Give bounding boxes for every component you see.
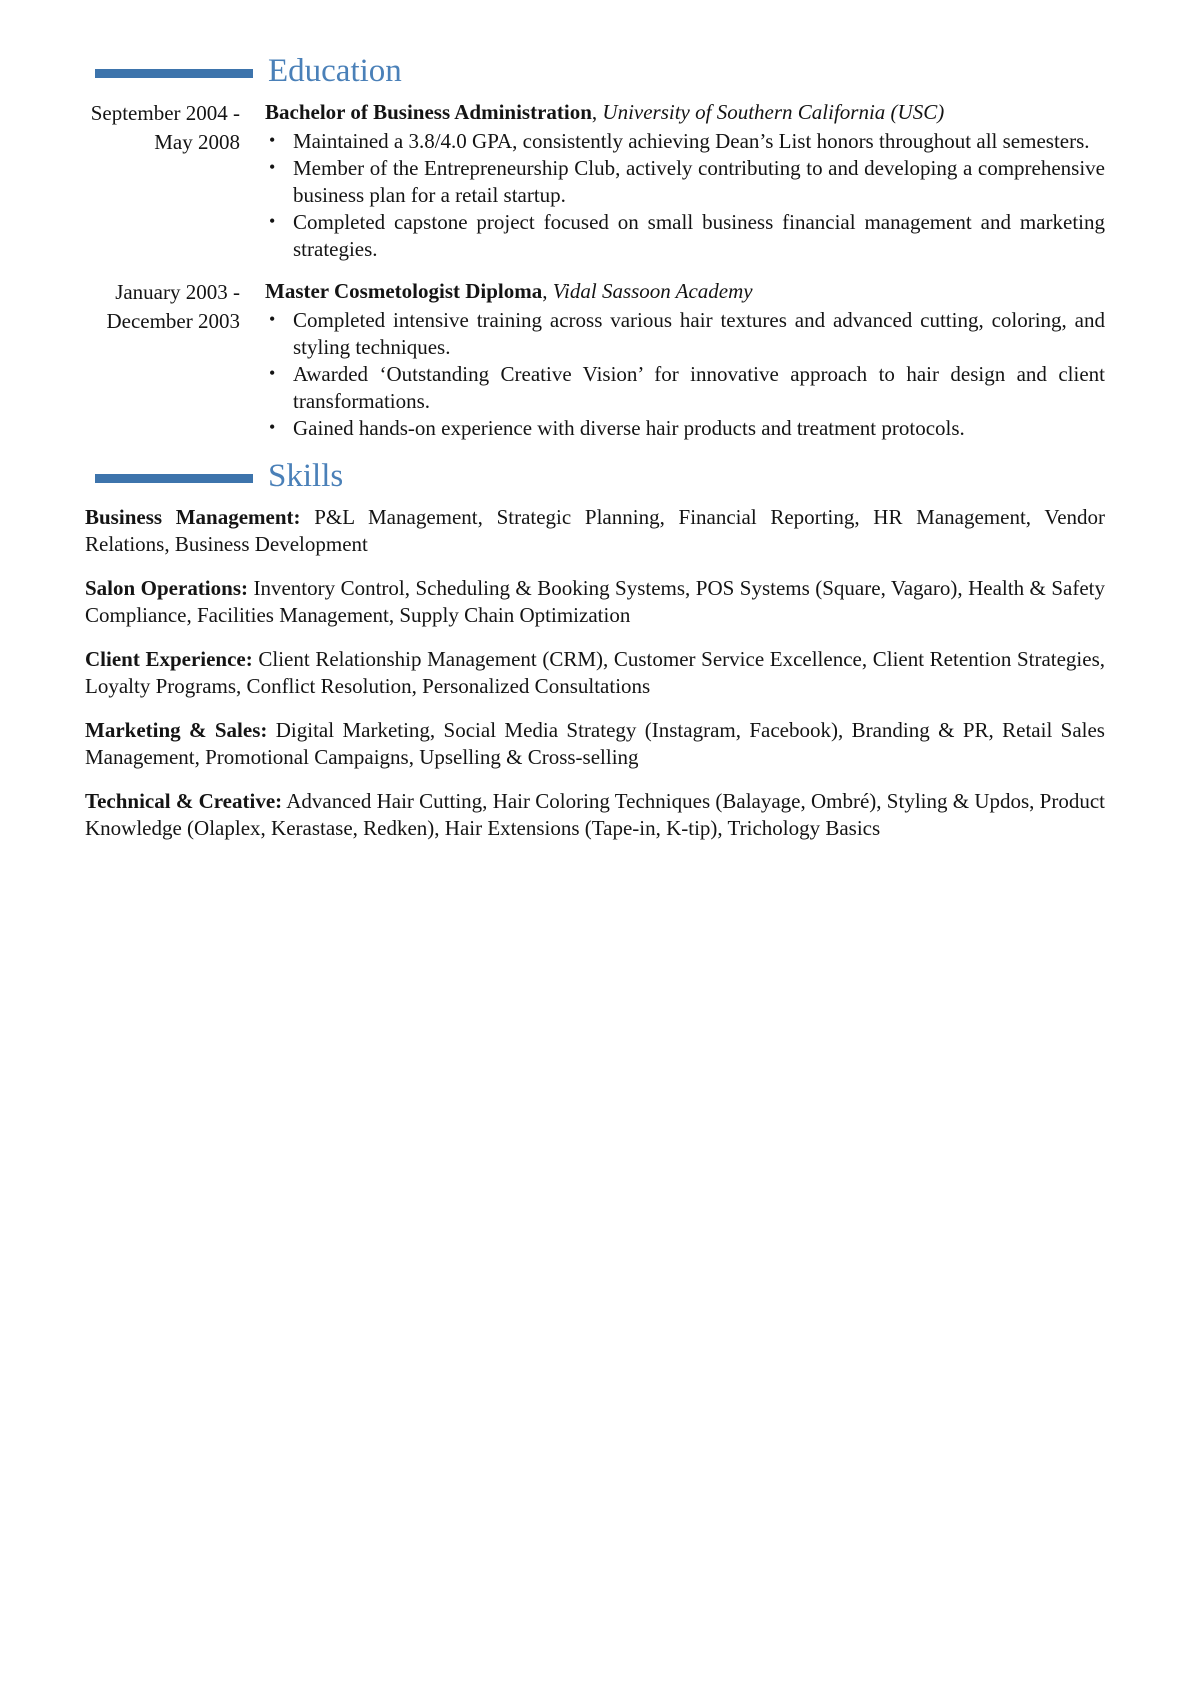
entry-body xyxy=(265,278,1105,442)
education-section-title: Education xyxy=(268,53,402,89)
bullet-icon: • xyxy=(269,309,276,329)
skill-category xyxy=(85,646,1105,700)
bullet-icon: • xyxy=(269,417,276,437)
bullet-text: Awarded ‘Outstanding Creative Vision’ for innovative approach to hair design and client transformations. xyxy=(293,362,1105,413)
bullet-icon: • xyxy=(269,363,276,383)
entry-date: January 2003 - December 2003 xyxy=(106,280,240,333)
skill-category-items: Advanced Hair Cutting, Hair Coloring Techniques (Balayage, Ombré), Styling & Updos, Product Knowledge (Olaplex, Kerastase, Redken), Hair Extensions (Tape-in, K-tip), Trichology Basics xyxy=(85,789,1105,840)
skills-section-title: Skills xyxy=(268,458,344,494)
institution-name: University of Southern California (USC) xyxy=(602,100,945,124)
bullet-text: Maintained a 3.8/4.0 GPA, consistently achieving Dean’s List honors throughout all semesters. xyxy=(293,129,1090,153)
degree-name: Master Cosmetologist Diploma xyxy=(265,279,543,303)
entry-body xyxy=(265,99,1105,263)
skill-category-items: Client Relationship Management (CRM), Customer Service Excellence, Client Retention Strategies, Loyalty Programs, Conflict Resolution, Personalized Consultations xyxy=(85,647,1106,698)
bullet-icon: • xyxy=(269,157,276,177)
skill-category-label: Salon Operations: xyxy=(85,576,248,600)
entry-title xyxy=(265,278,1105,305)
education-section-header xyxy=(85,52,1105,90)
education-section xyxy=(85,52,1105,442)
bullet-text: Member of the Entrepreneurship Club, actively contributing to and developing a comprehensive business plan for a retail startup. xyxy=(293,156,1105,207)
bullet-text: Completed intensive training across various hair textures and advanced cutting, coloring, and styling techniques. xyxy=(293,308,1105,359)
section-rule-bar xyxy=(95,69,253,78)
skills-body xyxy=(85,504,1105,842)
bullet-item xyxy=(265,155,1105,209)
bullet-item xyxy=(265,209,1105,263)
education-entry xyxy=(85,278,1105,442)
entry-date: September 2004 - May 2008 xyxy=(90,101,240,154)
skill-category-label: Technical & Creative: xyxy=(85,789,283,813)
bullet-icon: • xyxy=(269,130,276,150)
bullet-text: Completed capstone project focused on small business financial management and marketing strategies. xyxy=(293,210,1105,261)
bullet-icon: • xyxy=(269,211,276,231)
skill-category-label: Marketing & Sales: xyxy=(85,718,268,742)
bullet-item xyxy=(265,361,1105,415)
bullet-text: Gained hands-on experience with diverse hair products and treatment protocols. xyxy=(293,416,965,440)
skill-category xyxy=(85,788,1105,842)
entry-title xyxy=(265,99,1105,126)
skill-category-items: P&L Management, Strategic Planning, Financial Reporting, HR Management, Vendor Relations, Business Development xyxy=(85,505,1106,556)
skill-category xyxy=(85,575,1105,629)
skill-category-label: Client Experience: xyxy=(85,647,253,671)
section-rule-bar xyxy=(95,474,253,483)
institution-name: Vidal Sassoon Academy xyxy=(552,279,753,303)
skills-section xyxy=(85,457,1105,842)
bullet-item xyxy=(265,307,1105,361)
skill-category-label: Business Management: xyxy=(85,505,301,529)
title-separator: , xyxy=(591,100,603,124)
bullet-item xyxy=(265,415,1105,442)
education-entry xyxy=(85,99,1105,263)
skill-category-items: Inventory Control, Scheduling & Booking Systems, POS Systems (Square, Vagaro), Health & Safety Compliance, Facilities Management, Supply Chain Optimization xyxy=(85,576,1105,627)
skill-category-items: Digital Marketing, Social Media Strategy (Instagram, Facebook), Branding & PR, Retail Sales Management, Promotional Campaigns, Upselling & Cross-selling xyxy=(85,718,1105,769)
skill-category xyxy=(85,717,1105,771)
title-separator: , xyxy=(542,279,553,303)
degree-name: Bachelor of Business Administration xyxy=(265,100,592,124)
bullet-item xyxy=(265,128,1105,155)
entry-bullet-list xyxy=(265,128,1105,263)
skills-section-header xyxy=(85,457,1105,495)
entry-bullet-list xyxy=(265,307,1105,442)
skill-category xyxy=(85,504,1105,558)
